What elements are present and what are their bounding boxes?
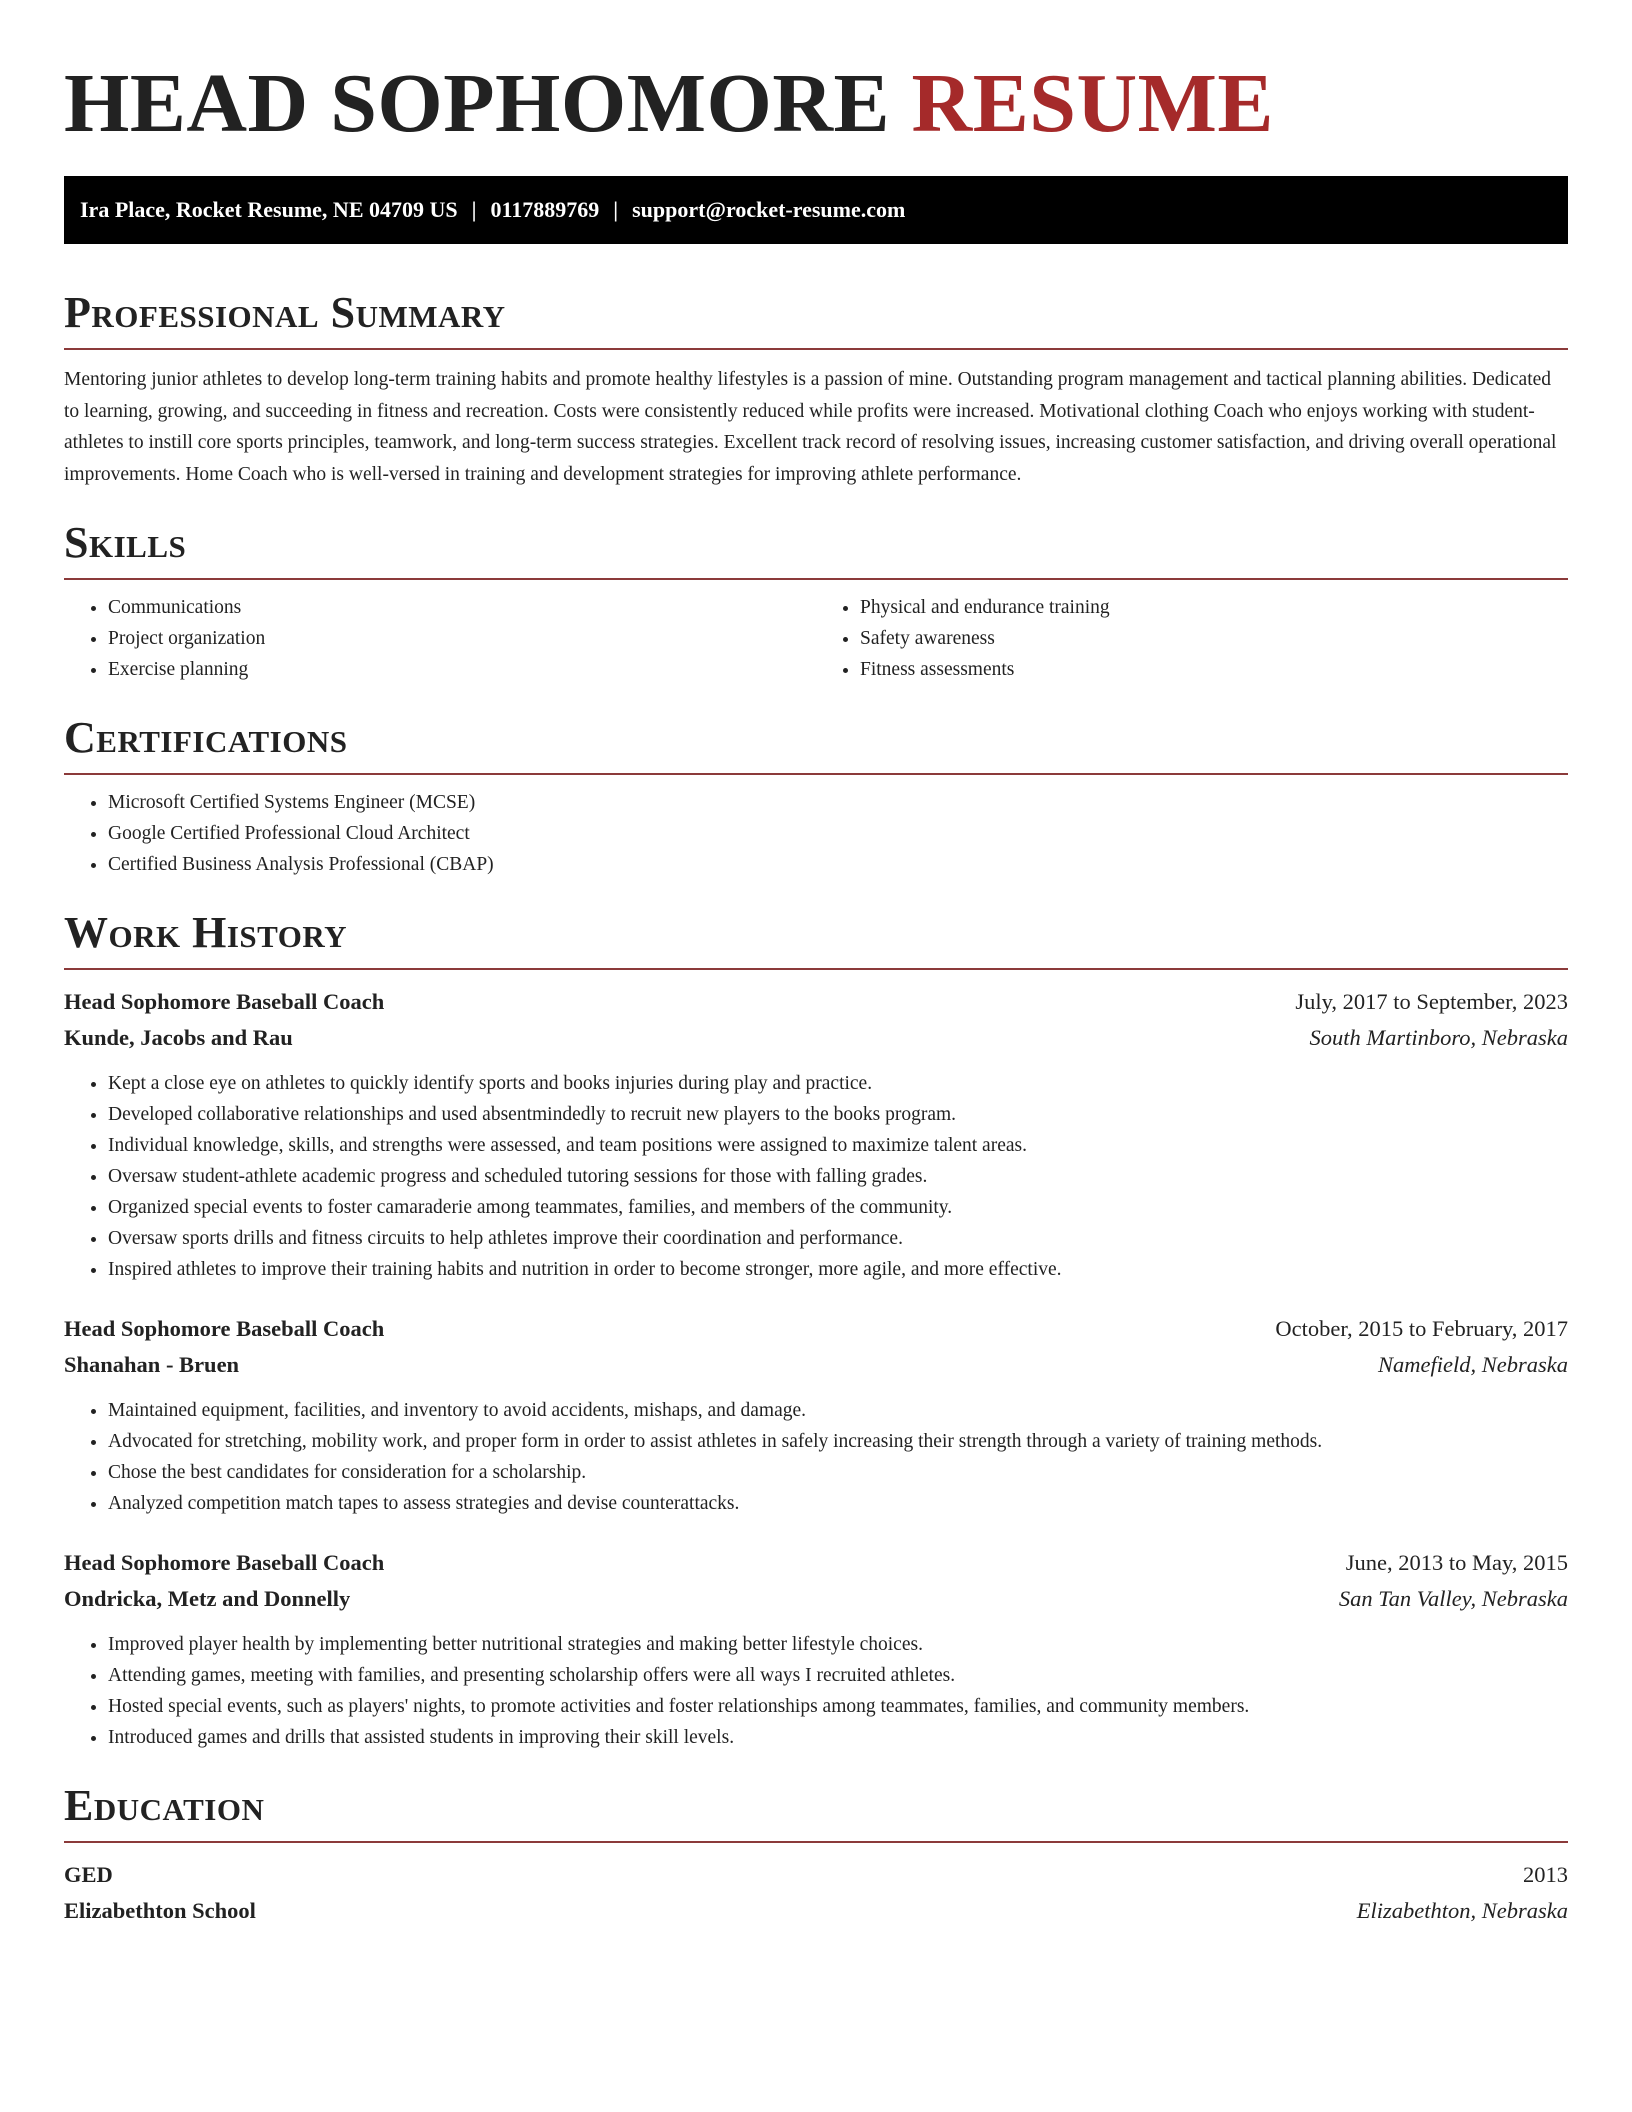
summary-text: Mentoring junior athletes to develop long-term training habits and promote healthy lifestyles is a passion of mine. Outstanding program management and tactical planning abilities. Dedicated to learning, growing, and succeeding in fitness and recreation. Costs were consistently reduced while profits were increased. Motivational clothing Coach who enjoys working with student-athletes to instill core sports principles, teamwork, and long-term success strategies. Excellent track record of resolving issues, increasing customer satisfaction, and driving overall operational improvements. Home Coach who is well-versed in training and development strategies for improving athlete performance.: [64, 369, 1557, 485]
list-item: • Exercise planning: [108, 654, 816, 685]
education-entry: [64, 1857, 1568, 1929]
list-item: • Individual knowledge, skills, and strengths were assessed, and team positions were assigned to maximize talent areas.: [108, 1130, 1568, 1161]
list-item: • Organized special events to foster camaraderie among teammates, families, and members of the community.: [108, 1192, 1568, 1223]
job-entry: [64, 984, 1568, 1285]
contact-bar: [64, 176, 1568, 244]
education-location: Elizabethton, Nebraska: [1356, 1898, 1568, 1923]
list-item: • Google Certified Professional Cloud Architect: [108, 818, 1568, 849]
work-section: [64, 906, 1568, 1753]
job-dates: June, 2013 to May, 2015: [1345, 1550, 1568, 1575]
skills-list-right: [816, 592, 1568, 685]
job-subheader: [64, 1020, 1568, 1056]
list-item: • Advocated for stretching, mobility work, and proper form in order to assist athletes in safely increasing their strength through a variety of training methods.: [108, 1426, 1568, 1457]
job-location: South Martinboro, Nebraska: [1309, 1025, 1568, 1050]
education-section: [64, 1779, 1568, 1929]
job-bullets: [64, 1068, 1568, 1285]
education-degree: GED: [64, 1862, 113, 1887]
summary-section: [64, 286, 1568, 490]
certifications-heading: Certifications: [64, 713, 348, 762]
education-year: 2013: [1523, 1862, 1568, 1887]
skills-list-left: [64, 592, 816, 685]
skills-section: [64, 516, 1568, 685]
list-item: • Fitness assessments: [860, 654, 1568, 685]
resume-title: [64, 0, 1568, 176]
section-divider: [64, 348, 1568, 350]
list-item: • Developed collaborative relationships and used absentmindedly to recruit new players to the books program.: [108, 1099, 1568, 1130]
job-bullets: [64, 1395, 1568, 1519]
contact-address: Ira Place, Rocket Resume, NE 04709 US: [80, 197, 458, 222]
education-header: [64, 1857, 1568, 1893]
job-location: San Tan Valley, Nebraska: [1338, 1586, 1568, 1611]
list-item: • Physical and endurance training: [860, 592, 1568, 623]
job-dates: July, 2017 to September, 2023: [1295, 989, 1568, 1014]
list-item: • Oversaw student-athlete academic progress and scheduled tutoring sessions for those with falling grades.: [108, 1161, 1568, 1192]
summary-heading: Professional Summary: [64, 288, 506, 337]
education-heading: Education: [64, 1781, 265, 1830]
list-item: • Analyzed competition match tapes to assess strategies and devise counterattacks.: [108, 1488, 1568, 1519]
skills-columns: [64, 580, 1568, 685]
list-item: • Introduced games and drills that assisted students in improving their skill levels.: [108, 1722, 1568, 1753]
job-company: Shanahan - Bruen: [64, 1352, 240, 1377]
job-dates: October, 2015 to February, 2017: [1275, 1316, 1568, 1341]
job-title: Head Sophomore Baseball Coach: [64, 1316, 385, 1341]
education-subheader: [64, 1893, 1568, 1929]
list-item: • Safety awareness: [860, 623, 1568, 654]
contact-separator: |: [471, 197, 477, 222]
section-divider: [64, 1841, 1568, 1843]
list-item: • Project organization: [108, 623, 816, 654]
list-item: • Communications: [108, 592, 816, 623]
job-title: Head Sophomore Baseball Coach: [64, 1550, 385, 1575]
job-entry: [64, 1311, 1568, 1519]
list-item: • Certified Business Analysis Professional (CBAP): [108, 849, 1568, 880]
list-item: • Chose the best candidates for consideration for a scholarship.: [108, 1457, 1568, 1488]
list-item: • Inspired athletes to improve their training habits and nutrition in order to become stronger, more agile, and more effective.: [108, 1254, 1568, 1285]
job-company: Ondricka, Metz and Donnelly: [64, 1586, 351, 1611]
list-item: • Oversaw sports drills and fitness circuits to help athletes improve their coordination and performance.: [108, 1223, 1568, 1254]
job-bullets: [64, 1629, 1568, 1753]
contact-email: support@rocket-resume.com: [632, 197, 906, 222]
job-header: [64, 1545, 1568, 1581]
education-school: Elizabethton School: [64, 1898, 256, 1923]
job-header: [64, 984, 1568, 1020]
certifications-section: [64, 711, 1568, 880]
job-subheader: [64, 1347, 1568, 1383]
list-item: • Maintained equipment, facilities, and inventory to avoid accidents, mishaps, and damage.: [108, 1395, 1568, 1426]
job-company: Kunde, Jacobs and Rau: [64, 1025, 293, 1050]
contact-separator: |: [613, 197, 619, 222]
section-divider: [64, 968, 1568, 970]
contact-phone: 0117889769: [490, 197, 600, 222]
job-location: Namefield, Nebraska: [1378, 1352, 1568, 1377]
job-title: Head Sophomore Baseball Coach: [64, 989, 385, 1014]
list-item: • Microsoft Certified Systems Engineer (MCSE): [108, 787, 1568, 818]
job-entry: [64, 1545, 1568, 1753]
section-divider: [64, 773, 1568, 775]
job-header: [64, 1311, 1568, 1347]
certifications-list: [64, 787, 1568, 880]
list-item: • Kept a close eye on athletes to quickly identify sports and books injuries during play and practice.: [108, 1068, 1568, 1099]
list-item: • Hosted special events, such as players' nights, to promote activities and foster relationships among teammates, families, and community members.: [108, 1691, 1568, 1722]
title-accent: RESUME: [911, 57, 1274, 150]
work-heading: Work History: [64, 908, 348, 957]
title-main: HEAD SOPHOMORE: [64, 57, 891, 150]
list-item: • Attending games, meeting with families, and presenting scholarship offers were all ways I recruited athletes.: [108, 1660, 1568, 1691]
job-subheader: [64, 1581, 1568, 1617]
list-item: • Improved player health by implementing better nutritional strategies and making better lifestyle choices.: [108, 1629, 1568, 1660]
skills-heading: Skills: [64, 518, 187, 567]
